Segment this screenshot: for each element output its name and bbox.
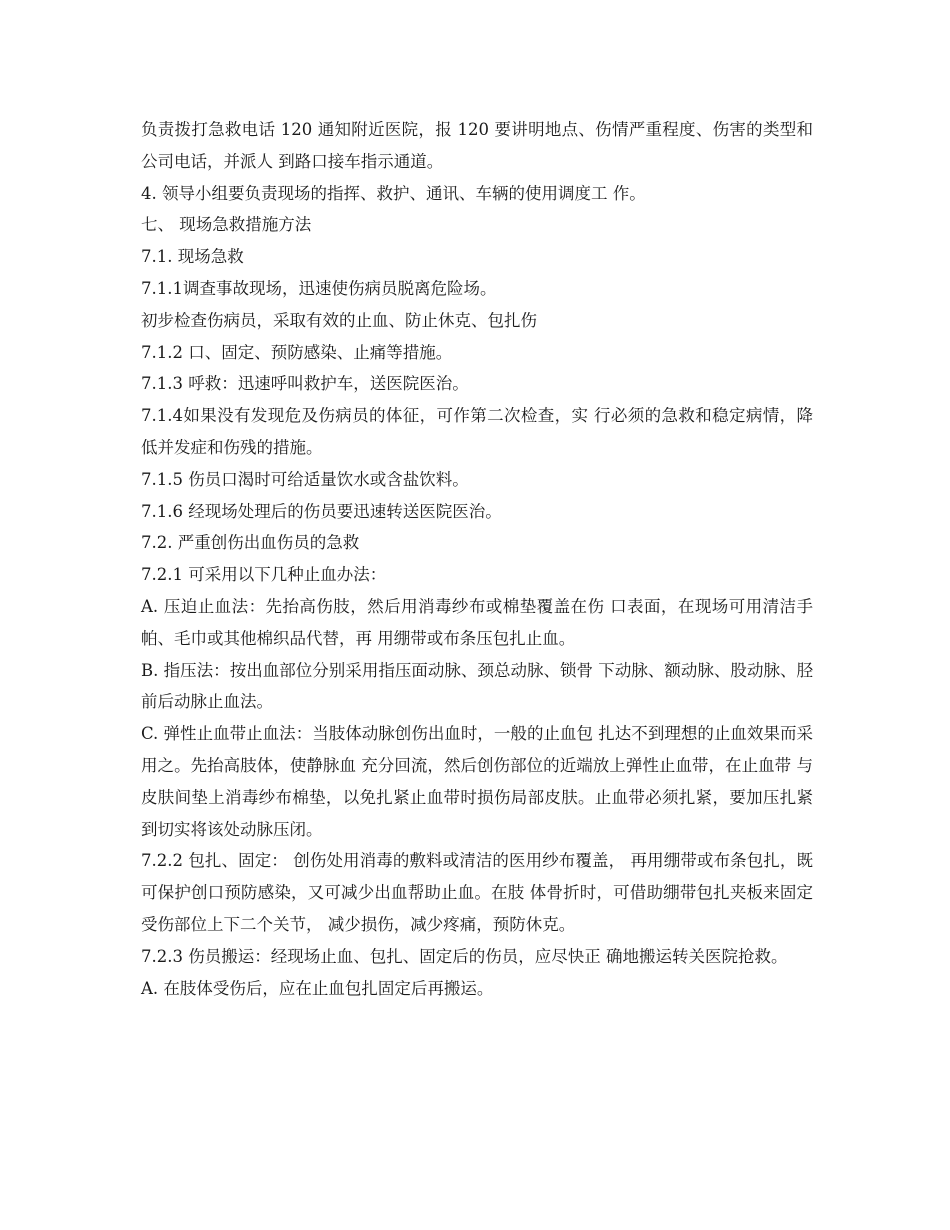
- paragraph-7-1-3: 7.1.3 呼救：迅速呼叫救护车，送医院医治。: [141, 374, 469, 394]
- paragraph-transport-a: A. 在肢体受伤后，应在止血包扎固定后再搬运。: [141, 978, 494, 998]
- subsection-heading-7-2: 7.2. 严重创伤出血伤员的急救: [141, 533, 360, 553]
- paragraph-method-b: B. 指压法：按出血部位分别采用指压面动脉、颈总动脉、锁骨 下动脉、额动脉、股动脉、胫前后动脉止血法。: [141, 660, 813, 712]
- paragraph-notify-hospital: 负责拨打急救电话 120 通知附近医院，报 120 要讲明地点、伤情严重程度、伤害的类型和公司电话，并派人 到路口接车指示通道。: [141, 120, 813, 171]
- paragraph-method-c: C. 弹性止血带止血法：当肢体动脉创伤出血时，一般的止血包 扎达不到理想的止血效果而采用之。先抬高肢体，使静脉血 充分回流，然后创伤部位的近端放上弹性止血带，在止血带 与皮肤间垫上消毒纱布棉垫，以免扎紧止血带时损伤局部皮肤。止血带必须扎紧，要加压扎紧到切实将该处动脉压闭。: [141, 724, 813, 839]
- paragraph-7-1-5: 7.1.5 伤员口渴时可给适量饮水或含盐饮料。: [141, 469, 469, 489]
- subsection-heading-7-1: 7.1. 现场急救: [141, 247, 244, 267]
- paragraph-item-4: 4. 领导小组要负责现场的指挥、救护、通讯、车辆的使用调度工 作。: [141, 183, 646, 203]
- paragraph-7-1-4: 7.1.4如果没有发现危及伤病员的体征，可作第二次检查，实 行必须的急救和稳定病情，降低并发症和伤残的措施。: [141, 406, 813, 457]
- paragraph-initial-check: 初步检查伤病员，采取有效的止血、防止休克、包扎伤: [141, 310, 537, 330]
- paragraph-7-2-3: 7.2.3 伤员搬运：经现场止血、包扎、固定后的伤员，应尽快正 确地搬运转关医院抢救。: [141, 946, 788, 966]
- document-body: [141, 114, 813, 1004]
- paragraph-7-1-1: 7.1.1调查事故现场，迅速使伤病员脱离危险场。: [141, 278, 497, 298]
- paragraph-method-a: A. 压迫止血法：先抬高伤肢，然后用消毒纱布或棉垫覆盖在伤 口表面，在现场可用清洁手帕、毛巾或其他棉织品代替，再 用绷带或布条压包扎止血。: [141, 596, 813, 648]
- paragraph-7-2-2: 7.2.2 包扎、固定： 创伤处用消毒的敷料或清洁的医用纱布覆盖， 再用绷带或布条包扎，既可保护创口预防感染，又可减少出血帮助止血。在肢 体骨折时，可借助绷带包扎夹板来固定受伤部位上下二个关节， 减少损伤，减少疼痛，预防休克。: [141, 851, 813, 934]
- paragraph-7-1-6: 7.1.6 经现场处理后的伤员要迅速转送医院医治。: [141, 501, 502, 521]
- paragraph-7-1-2: 7.1.2 口、固定、预防感染、止痛等措施。: [141, 342, 453, 362]
- section-heading-7: 七、 现场急救措施方法: [141, 215, 312, 235]
- paragraph-7-2-1: 7.2.1 可采用以下几种止血办法：: [141, 565, 387, 585]
